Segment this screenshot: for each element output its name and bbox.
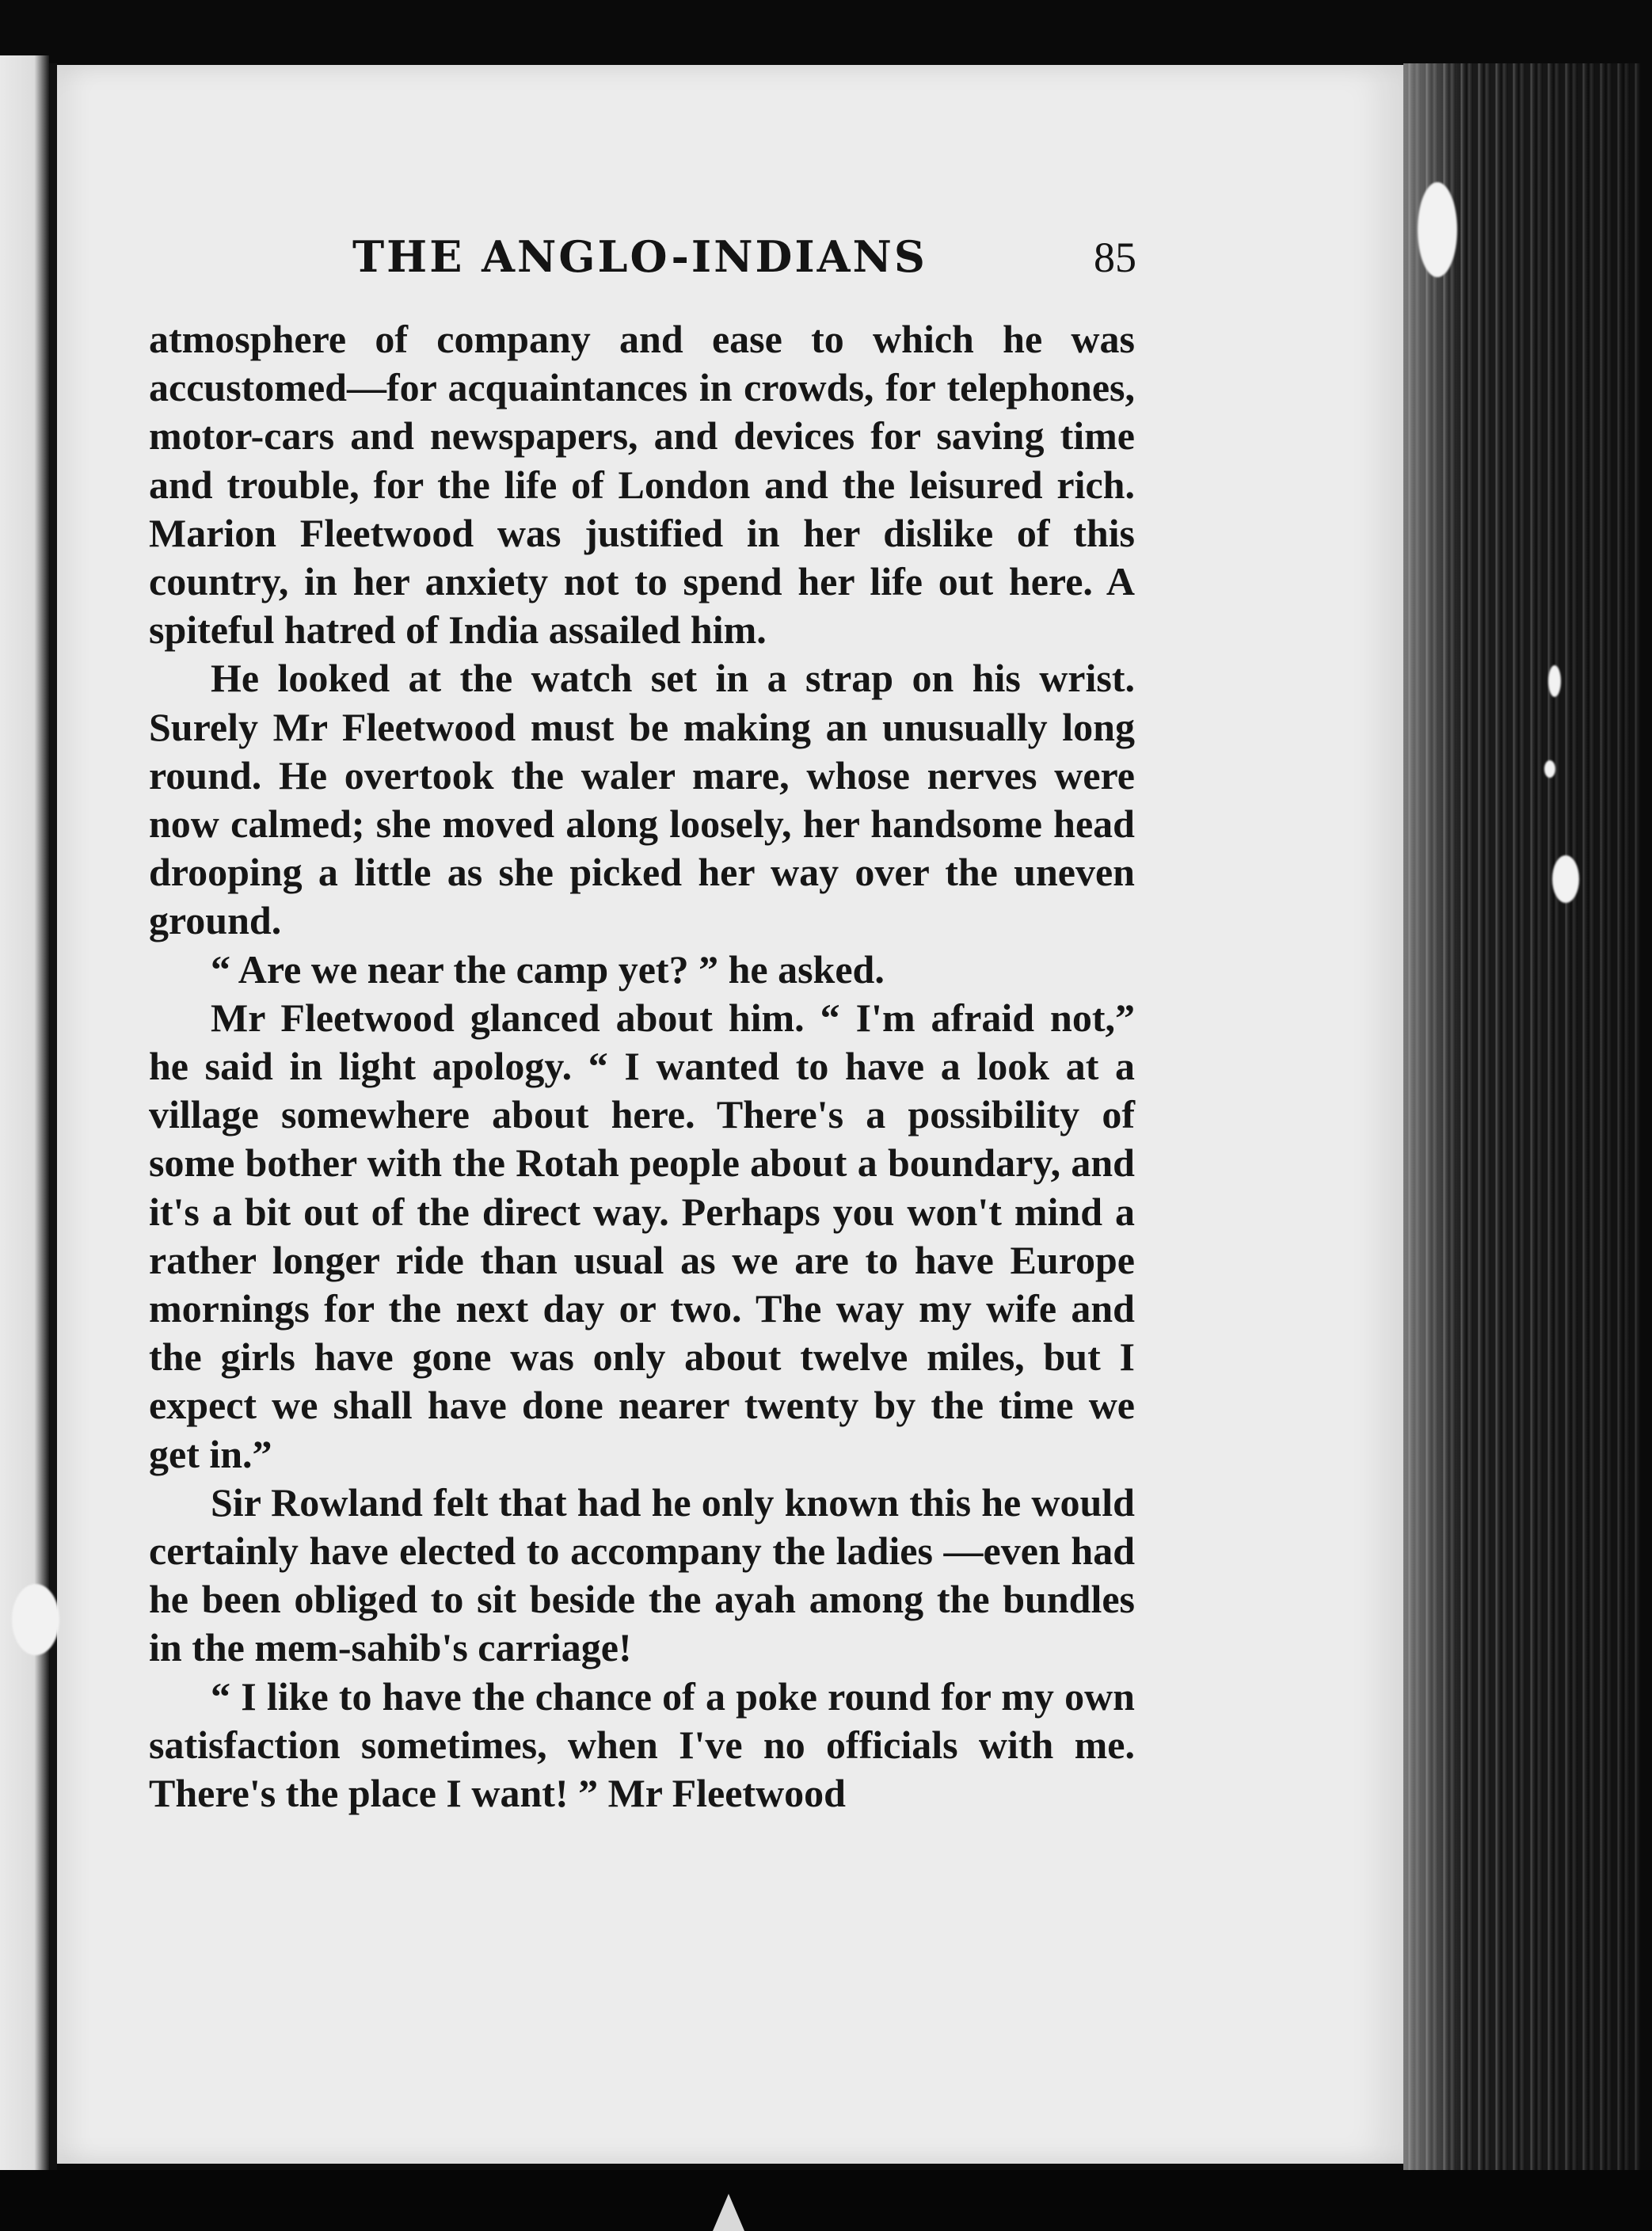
scan-bottom-shadow (0, 2170, 1652, 2231)
paragraph: Sir Rowland felt that had he only known this he would certainly have elected to accompany the ladies —even had he been obliged to sit beside the ayah among the bundles in the mem-sahib's carriage! (149, 1479, 1135, 1670)
book-gutter (49, 63, 57, 2170)
paragraph: He looked at the watch set in a strap on his wrist. Surely Mr Fleetwood must be making an unusually long round. He overtook the waler mare, whose nerves were now calmed; she moved along loosely, her handsome head drooping a little as she picked her way over the uneven ground. (149, 656, 1135, 943)
left-page-edge (0, 55, 49, 2178)
page-number: 85 (1094, 234, 1136, 281)
body-text (149, 315, 1135, 1818)
paper-blemish (12, 1584, 59, 1655)
running-title: THE ANGLO-INDIANS (352, 231, 927, 282)
paragraph: Mr Fleetwood glanced about him. “ I'm afraid not,” he said in light apology. “ I wanted to have a look at a village somewhere about here. There's a possibility of some bother with the Rotah people about a boundary, and it's a bit out of the direct way. Perhaps you won't mind a rather longer ride than usual as we are to have Europe mornings for the next day or two. The way my wife and the girls have gone was only about twelve miles, but I expect we shall have done nearer twenty by the time we get in.” (149, 995, 1135, 1476)
paragraph: “ Are we near the camp yet? ” he asked. (211, 946, 885, 992)
paper-blemish (1418, 182, 1457, 277)
paper-blemish (1544, 760, 1555, 778)
paper-blemish (1548, 665, 1561, 697)
fore-edge-shading (1403, 63, 1641, 2202)
paragraph: atmosphere of company and ease to which he was accustomed—for acquaintances in crowds, for telephones, motor-cars and newspapers, and devices for saving time and trouble, for the life of London and the leisured rich. Marion Fleetwood was justified in her dislike of this country, in her anxiety not to spend her life out here. A spiteful hatred of India assailed him. (149, 317, 1135, 653)
paper-blemish (1552, 855, 1579, 903)
paragraph: “ I like to have the chance of a poke round for my own satisfaction sometimes, when I've no officials with me. There's the place I want! ” Mr Fleetwood (149, 1673, 1135, 1816)
